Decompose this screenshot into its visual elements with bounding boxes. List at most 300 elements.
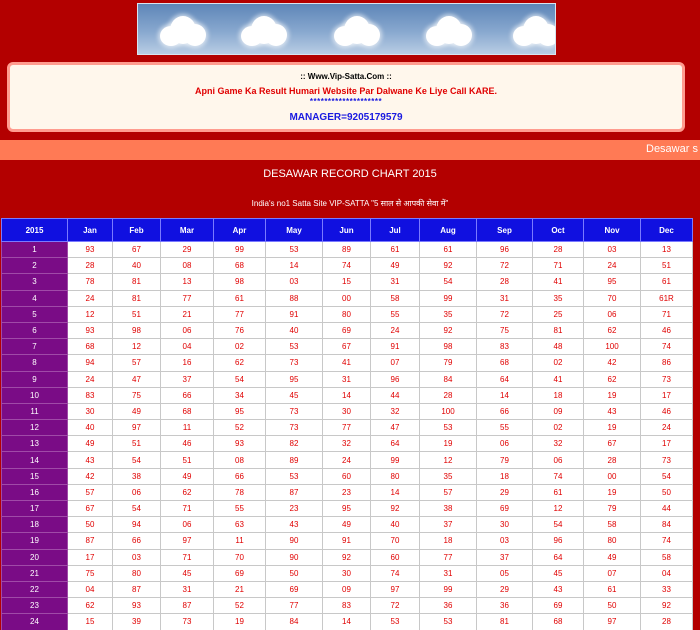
table-row (2, 549, 693, 565)
result-cell: 28 (420, 387, 477, 403)
result-cell: 24 (68, 371, 113, 387)
result-cell: 50 (68, 517, 113, 533)
result-cell: 54 (420, 274, 477, 290)
result-cell: 31 (477, 290, 533, 306)
result-cell: 60 (371, 549, 420, 565)
table-row (2, 484, 693, 500)
result-cell: 62 (584, 371, 641, 387)
result-cell: 81 (113, 274, 161, 290)
result-cell: 67 (584, 436, 641, 452)
result-cell: 09 (533, 403, 584, 419)
result-cell: 19 (584, 420, 641, 436)
day-cell: 24 (2, 614, 68, 630)
result-cell: 14 (477, 387, 533, 403)
result-cell: 13 (161, 274, 214, 290)
result-cell: 51 (641, 258, 693, 274)
day-cell: 14 (2, 452, 68, 468)
result-cell: 73 (641, 371, 693, 387)
result-cell: 38 (113, 468, 161, 484)
result-cell: 53 (266, 468, 323, 484)
table-header-row (2, 219, 693, 242)
result-cell: 61 (641, 274, 693, 290)
result-cell: 99 (420, 581, 477, 597)
result-cell: 64 (533, 549, 584, 565)
result-cell: 75 (477, 322, 533, 338)
result-cell: 97 (113, 420, 161, 436)
day-cell: 20 (2, 549, 68, 565)
result-cell: 45 (266, 387, 323, 403)
result-cell: 97 (584, 614, 641, 630)
result-cell: 17 (68, 549, 113, 565)
result-cell: 97 (371, 581, 420, 597)
result-cell: 24 (68, 290, 113, 306)
result-cell: 88 (266, 290, 323, 306)
day-cell: 16 (2, 484, 68, 500)
result-cell: 14 (323, 387, 371, 403)
promo-text: Apni Game Ka Result Humari Website Par Dalwane Ke Liye Call KARE. (195, 86, 497, 96)
result-cell: 40 (266, 322, 323, 338)
result-cell: 40 (113, 258, 161, 274)
manager-contact[interactable]: MANAGER=9205179579 (289, 112, 403, 123)
result-cell: 11 (214, 533, 266, 549)
result-cell: 13 (641, 242, 693, 258)
table-row (2, 371, 693, 387)
result-cell: 02 (533, 355, 584, 371)
day-cell: 7 (2, 339, 68, 355)
result-cell: 52 (214, 598, 266, 614)
table-row (2, 274, 693, 290)
result-cell: 49 (113, 403, 161, 419)
result-cell: 92 (641, 598, 693, 614)
result-cell: 57 (420, 484, 477, 500)
table-row (2, 322, 693, 338)
result-cell: 95 (266, 371, 323, 387)
result-cell: 31 (161, 581, 214, 597)
month-header: Dec (641, 219, 693, 242)
result-cell: 55 (214, 501, 266, 517)
result-cell: 81 (113, 290, 161, 306)
result-cell: 86 (641, 355, 693, 371)
result-cell: 29 (477, 581, 533, 597)
result-cell: 66 (113, 533, 161, 549)
result-cell: 43 (584, 403, 641, 419)
result-cell: 33 (641, 581, 693, 597)
result-cell: 73 (266, 355, 323, 371)
result-cell: 24 (584, 258, 641, 274)
result-cell: 23 (323, 484, 371, 500)
result-cell: 00 (584, 468, 641, 484)
result-cell: 54 (113, 501, 161, 517)
result-cell: 69 (323, 322, 371, 338)
result-cell: 57 (113, 355, 161, 371)
result-cell: 02 (533, 420, 584, 436)
table-row (2, 565, 693, 581)
result-cell: 06 (477, 436, 533, 452)
result-cell: 80 (113, 565, 161, 581)
chart-title: DESAWAR RECORD CHART 2015 (263, 168, 437, 180)
result-cell: 03 (113, 549, 161, 565)
result-cell: 95 (323, 501, 371, 517)
result-cell: 91 (323, 533, 371, 549)
result-cell: 06 (161, 517, 214, 533)
result-cell: 87 (266, 484, 323, 500)
result-cell: 79 (584, 501, 641, 517)
day-cell: 1 (2, 242, 68, 258)
info-box (7, 62, 685, 132)
result-cell: 83 (477, 339, 533, 355)
result-cell: 96 (533, 533, 584, 549)
result-cell: 46 (161, 436, 214, 452)
result-cell: 92 (420, 322, 477, 338)
result-cell: 45 (161, 565, 214, 581)
result-cell: 46 (641, 322, 693, 338)
day-cell: 23 (2, 598, 68, 614)
result-cell: 51 (113, 306, 161, 322)
result-cell: 15 (323, 274, 371, 290)
result-cell: 36 (420, 598, 477, 614)
result-cell: 39 (113, 614, 161, 630)
table-row (2, 614, 693, 630)
result-cell: 61R (641, 290, 693, 306)
result-cell: 31 (371, 274, 420, 290)
result-cell: 96 (371, 371, 420, 387)
result-cell: 31 (323, 371, 371, 387)
result-cell: 03 (477, 533, 533, 549)
result-cell: 00 (323, 290, 371, 306)
result-cell: 74 (641, 533, 693, 549)
result-cell: 94 (113, 517, 161, 533)
result-cell: 66 (477, 403, 533, 419)
result-cell: 64 (371, 436, 420, 452)
result-cell: 80 (584, 533, 641, 549)
result-cell: 06 (113, 484, 161, 500)
result-cell: 74 (371, 565, 420, 581)
table-row (2, 403, 693, 419)
result-cell: 68 (68, 339, 113, 355)
result-cell: 69 (477, 501, 533, 517)
result-cell: 45 (533, 565, 584, 581)
result-cell: 17 (641, 436, 693, 452)
result-cell: 51 (161, 452, 214, 468)
day-cell: 15 (2, 468, 68, 484)
result-cell: 14 (371, 484, 420, 500)
result-cell: 25 (533, 306, 584, 322)
cloud-icon (513, 16, 556, 46)
result-cell: 80 (323, 306, 371, 322)
result-cell: 68 (214, 258, 266, 274)
result-cell: 80 (371, 468, 420, 484)
result-cell: 18 (533, 387, 584, 403)
result-cell: 67 (323, 339, 371, 355)
month-header: Jun (323, 219, 371, 242)
result-cell: 84 (266, 614, 323, 630)
result-cell: 41 (533, 274, 584, 290)
result-cell: 14 (266, 258, 323, 274)
result-cell: 12 (113, 339, 161, 355)
result-cell: 79 (420, 355, 477, 371)
result-cell: 41 (323, 355, 371, 371)
result-cell: 73 (266, 420, 323, 436)
result-cell: 04 (68, 581, 113, 597)
result-cell: 15 (68, 614, 113, 630)
month-header: May (266, 219, 323, 242)
result-cell: 93 (113, 598, 161, 614)
result-cell: 49 (584, 549, 641, 565)
result-cell: 71 (161, 501, 214, 517)
month-header: Jan (68, 219, 113, 242)
result-cell: 75 (68, 565, 113, 581)
result-cell: 24 (371, 322, 420, 338)
result-cell: 19 (214, 614, 266, 630)
result-cell: 35 (420, 468, 477, 484)
result-cell: 64 (477, 371, 533, 387)
result-cell: 94 (68, 355, 113, 371)
result-cell: 05 (477, 565, 533, 581)
table-row (2, 355, 693, 371)
result-cell: 84 (420, 371, 477, 387)
result-cell: 77 (420, 549, 477, 565)
result-cell: 79 (477, 452, 533, 468)
result-cell: 95 (214, 403, 266, 419)
result-cell: 96 (477, 242, 533, 258)
table-row (2, 533, 693, 549)
result-cell: 24 (323, 452, 371, 468)
result-cell: 49 (161, 468, 214, 484)
result-cell: 44 (641, 501, 693, 517)
result-cell: 77 (214, 306, 266, 322)
result-cell: 87 (68, 533, 113, 549)
table-row (2, 598, 693, 614)
result-cell: 61 (371, 242, 420, 258)
result-cell: 02 (214, 339, 266, 355)
result-cell: 30 (477, 517, 533, 533)
result-cell: 89 (323, 242, 371, 258)
result-cell: 66 (161, 387, 214, 403)
result-cell: 68 (533, 614, 584, 630)
result-cell: 81 (477, 614, 533, 630)
result-cell: 46 (641, 403, 693, 419)
result-cell: 06 (533, 452, 584, 468)
result-cell: 54 (641, 468, 693, 484)
result-cell: 53 (420, 614, 477, 630)
result-cell: 16 (161, 355, 214, 371)
year-header: 2015 (2, 219, 68, 242)
result-cell: 17 (641, 387, 693, 403)
result-cell: 75 (113, 387, 161, 403)
result-cell: 19 (584, 387, 641, 403)
result-cell: 12 (420, 452, 477, 468)
month-header: Sep (477, 219, 533, 242)
result-cell: 76 (214, 322, 266, 338)
result-cell: 44 (371, 387, 420, 403)
day-cell: 2 (2, 258, 68, 274)
result-cell: 69 (266, 581, 323, 597)
result-cell: 73 (266, 403, 323, 419)
result-cell: 08 (161, 258, 214, 274)
result-cell: 38 (420, 501, 477, 517)
result-cell: 49 (371, 258, 420, 274)
result-cell: 77 (161, 290, 214, 306)
result-cell: 78 (214, 484, 266, 500)
result-cell: 61 (533, 484, 584, 500)
result-cell: 49 (323, 517, 371, 533)
result-cell: 61 (420, 242, 477, 258)
result-cell: 19 (420, 436, 477, 452)
result-cell: 30 (68, 403, 113, 419)
month-header: Mar (161, 219, 214, 242)
result-cell: 48 (533, 339, 584, 355)
result-cell: 47 (113, 371, 161, 387)
cloud-icon (334, 16, 380, 46)
result-cell: 62 (161, 484, 214, 500)
day-cell: 8 (2, 355, 68, 371)
result-cell: 62 (214, 355, 266, 371)
result-cell: 32 (323, 436, 371, 452)
table-row (2, 339, 693, 355)
result-cell: 32 (533, 436, 584, 452)
result-cell: 28 (477, 274, 533, 290)
day-cell: 11 (2, 403, 68, 419)
day-cell: 6 (2, 322, 68, 338)
result-cell: 90 (266, 533, 323, 549)
result-cell: 50 (266, 565, 323, 581)
result-cell: 53 (266, 339, 323, 355)
result-cell: 03 (584, 242, 641, 258)
day-cell: 21 (2, 565, 68, 581)
result-cell: 43 (533, 581, 584, 597)
result-cell: 23 (266, 501, 323, 517)
result-cell: 07 (584, 565, 641, 581)
result-cell: 68 (477, 355, 533, 371)
result-cell: 03 (266, 274, 323, 290)
result-cell: 47 (371, 420, 420, 436)
result-cell: 55 (371, 306, 420, 322)
day-cell: 9 (2, 371, 68, 387)
result-cell: 62 (68, 598, 113, 614)
result-cell: 67 (68, 501, 113, 517)
month-header: Jul (371, 219, 420, 242)
result-cell: 74 (641, 339, 693, 355)
result-cell: 43 (266, 517, 323, 533)
cloud-icon (160, 16, 206, 46)
result-cell: 53 (266, 242, 323, 258)
result-cell: 83 (323, 598, 371, 614)
result-cell: 99 (420, 290, 477, 306)
day-cell: 12 (2, 420, 68, 436)
result-cell: 61 (214, 290, 266, 306)
result-cell: 71 (161, 549, 214, 565)
result-cell: 91 (266, 306, 323, 322)
result-cell: 92 (420, 258, 477, 274)
result-cell: 83 (68, 387, 113, 403)
result-cell: 35 (420, 306, 477, 322)
result-cell: 54 (214, 371, 266, 387)
month-header: Oct (533, 219, 584, 242)
result-cell: 89 (266, 452, 323, 468)
result-cell: 35 (533, 290, 584, 306)
result-cell: 51 (113, 436, 161, 452)
result-cell: 21 (214, 581, 266, 597)
result-cell: 41 (533, 371, 584, 387)
table-row (2, 242, 693, 258)
month-header: Aug (420, 219, 477, 242)
result-cell: 63 (214, 517, 266, 533)
result-cell: 09 (323, 581, 371, 597)
result-cell: 100 (584, 339, 641, 355)
day-cell: 10 (2, 387, 68, 403)
month-header: Nov (584, 219, 641, 242)
result-cell: 55 (477, 420, 533, 436)
result-cell: 77 (266, 598, 323, 614)
result-cell: 50 (584, 598, 641, 614)
result-cell: 42 (584, 355, 641, 371)
result-cell: 28 (641, 614, 693, 630)
result-cell: 30 (323, 565, 371, 581)
result-cell: 60 (323, 468, 371, 484)
table-row (2, 517, 693, 533)
banner-image (137, 3, 556, 55)
result-cell: 42 (68, 468, 113, 484)
result-cell: 69 (533, 598, 584, 614)
result-cell: 74 (533, 468, 584, 484)
result-cell: 69 (214, 565, 266, 581)
cloud-icon (241, 16, 287, 46)
day-cell: 22 (2, 581, 68, 597)
result-cell: 71 (533, 258, 584, 274)
result-cell: 49 (68, 436, 113, 452)
result-cell: 93 (68, 322, 113, 338)
table-row (2, 258, 693, 274)
cloud-icon (426, 16, 472, 46)
result-cell: 97 (161, 533, 214, 549)
result-cell: 66 (214, 468, 266, 484)
marquee-text: Desawar s (646, 143, 698, 155)
result-cell: 24 (641, 420, 693, 436)
result-cell: 08 (214, 452, 266, 468)
result-cell: 87 (161, 598, 214, 614)
result-cell: 36 (477, 598, 533, 614)
result-cell: 34 (214, 387, 266, 403)
result-cell: 28 (584, 452, 641, 468)
result-cell: 43 (68, 452, 113, 468)
result-cell: 29 (161, 242, 214, 258)
result-cell: 72 (477, 306, 533, 322)
result-cell: 72 (371, 598, 420, 614)
result-cell: 37 (477, 549, 533, 565)
result-cell: 58 (584, 517, 641, 533)
result-cell: 92 (371, 501, 420, 517)
result-cell: 62 (584, 322, 641, 338)
result-cell: 74 (323, 258, 371, 274)
result-cell: 18 (420, 533, 477, 549)
table-row (2, 501, 693, 517)
result-cell: 61 (584, 581, 641, 597)
result-cell: 37 (161, 371, 214, 387)
result-cell: 52 (214, 420, 266, 436)
table-row (2, 436, 693, 452)
result-cell: 53 (420, 420, 477, 436)
result-cell: 73 (161, 614, 214, 630)
table-row (2, 452, 693, 468)
result-cell: 70 (584, 290, 641, 306)
result-cell: 18 (477, 468, 533, 484)
result-cell: 90 (266, 549, 323, 565)
result-cell: 40 (371, 517, 420, 533)
result-cell: 95 (584, 274, 641, 290)
result-cell: 28 (533, 242, 584, 258)
marquee-bar (0, 140, 700, 160)
result-cell: 06 (584, 306, 641, 322)
